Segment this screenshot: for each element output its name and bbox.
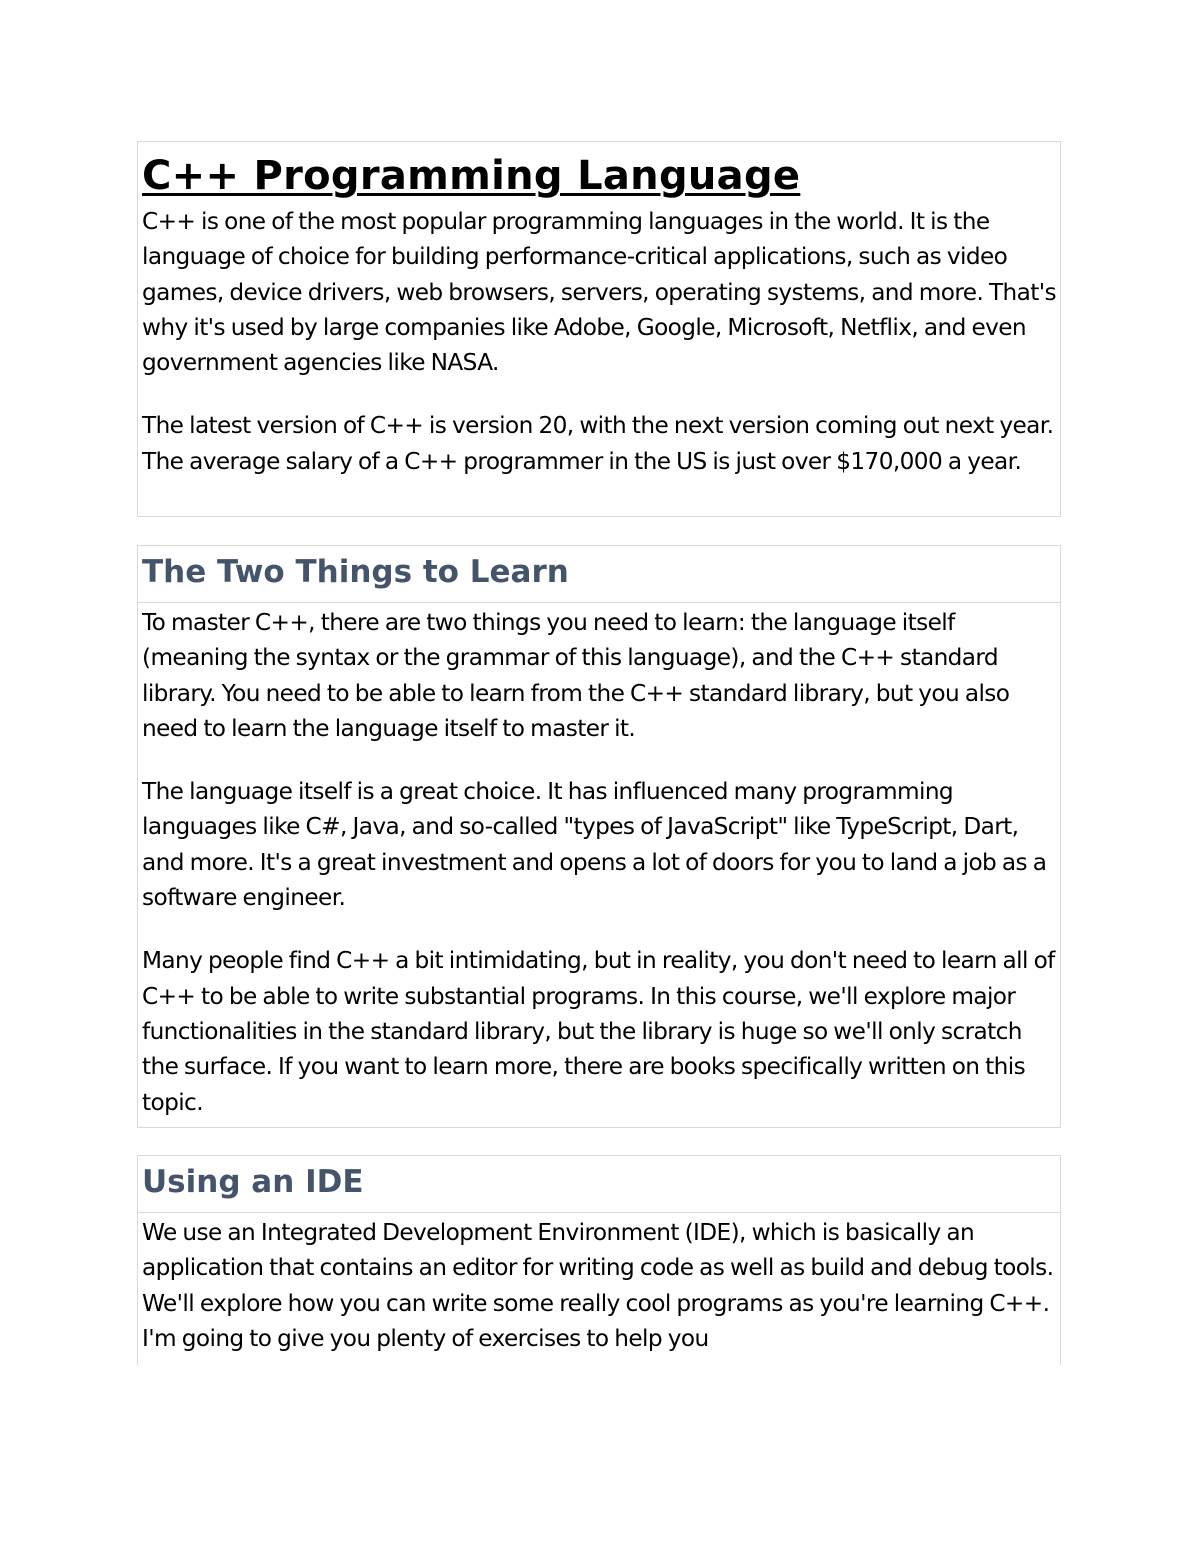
ide-paragraph-1: We use an Integrated Development Environment (IDE), which is basically an application that contains an editor for writing code as well as build and debug tools. We'll explore how you can write some really cool programs as you're learning C++. I'm going to give you plenty of exercises to help you bbox=[142, 1219, 1054, 1352]
learn-paragraph-2: The language itself is a great choice. It has influenced many programming languages like C#, Java, and so-called "types of JavaScript" like TypeScript, Dart, and more. It's a great investment and opens a lot of doors for you to land a job as a software engineer. bbox=[142, 778, 1047, 912]
learn-paragraph-1: To master C++, there are two things you need to learn: the language itself (meaning the syntax or the grammar of this language), and the C++ standard library. You need to be able to learn from the C++ standard library, but you also need to learn the language itself to master it. bbox=[142, 609, 1010, 742]
document-title: C++ Programming Language bbox=[142, 153, 801, 199]
intro-paragraph-1: C++ is one of the most popular programming languages in the world. It is the language of choice for building performance-critical applications, such as video games, device drivers, web browsers, servers, operating systems, and more. That's why it's used by large companies like Adobe, Google, Microsoft, Netflix, and even government agencies like NASA. bbox=[142, 208, 1057, 377]
section-heading-two-things: The Two Things to Learn bbox=[138, 546, 1060, 603]
ide-section bbox=[137, 1155, 1061, 1365]
intro-paragraph-2: The latest version of C++ is version 20, with the next version coming out next year. The average salary of a C++ programmer in the US is just over $170,000 a year. bbox=[142, 412, 1054, 475]
section-heading-ide: Using an IDE bbox=[138, 1156, 1060, 1213]
two-things-section bbox=[137, 545, 1061, 1128]
learn-paragraph-3: Many people find C++ a bit intimidating, but in reality, you don't need to learn all of C++ to be able to write substantial programs. In this course, we'll explore major functionalities in the standard library, but the library is huge so we'll only scratch the surface. If you want to learn more, there are books specifically written on this topic. bbox=[142, 947, 1055, 1116]
intro-section bbox=[137, 141, 1061, 517]
